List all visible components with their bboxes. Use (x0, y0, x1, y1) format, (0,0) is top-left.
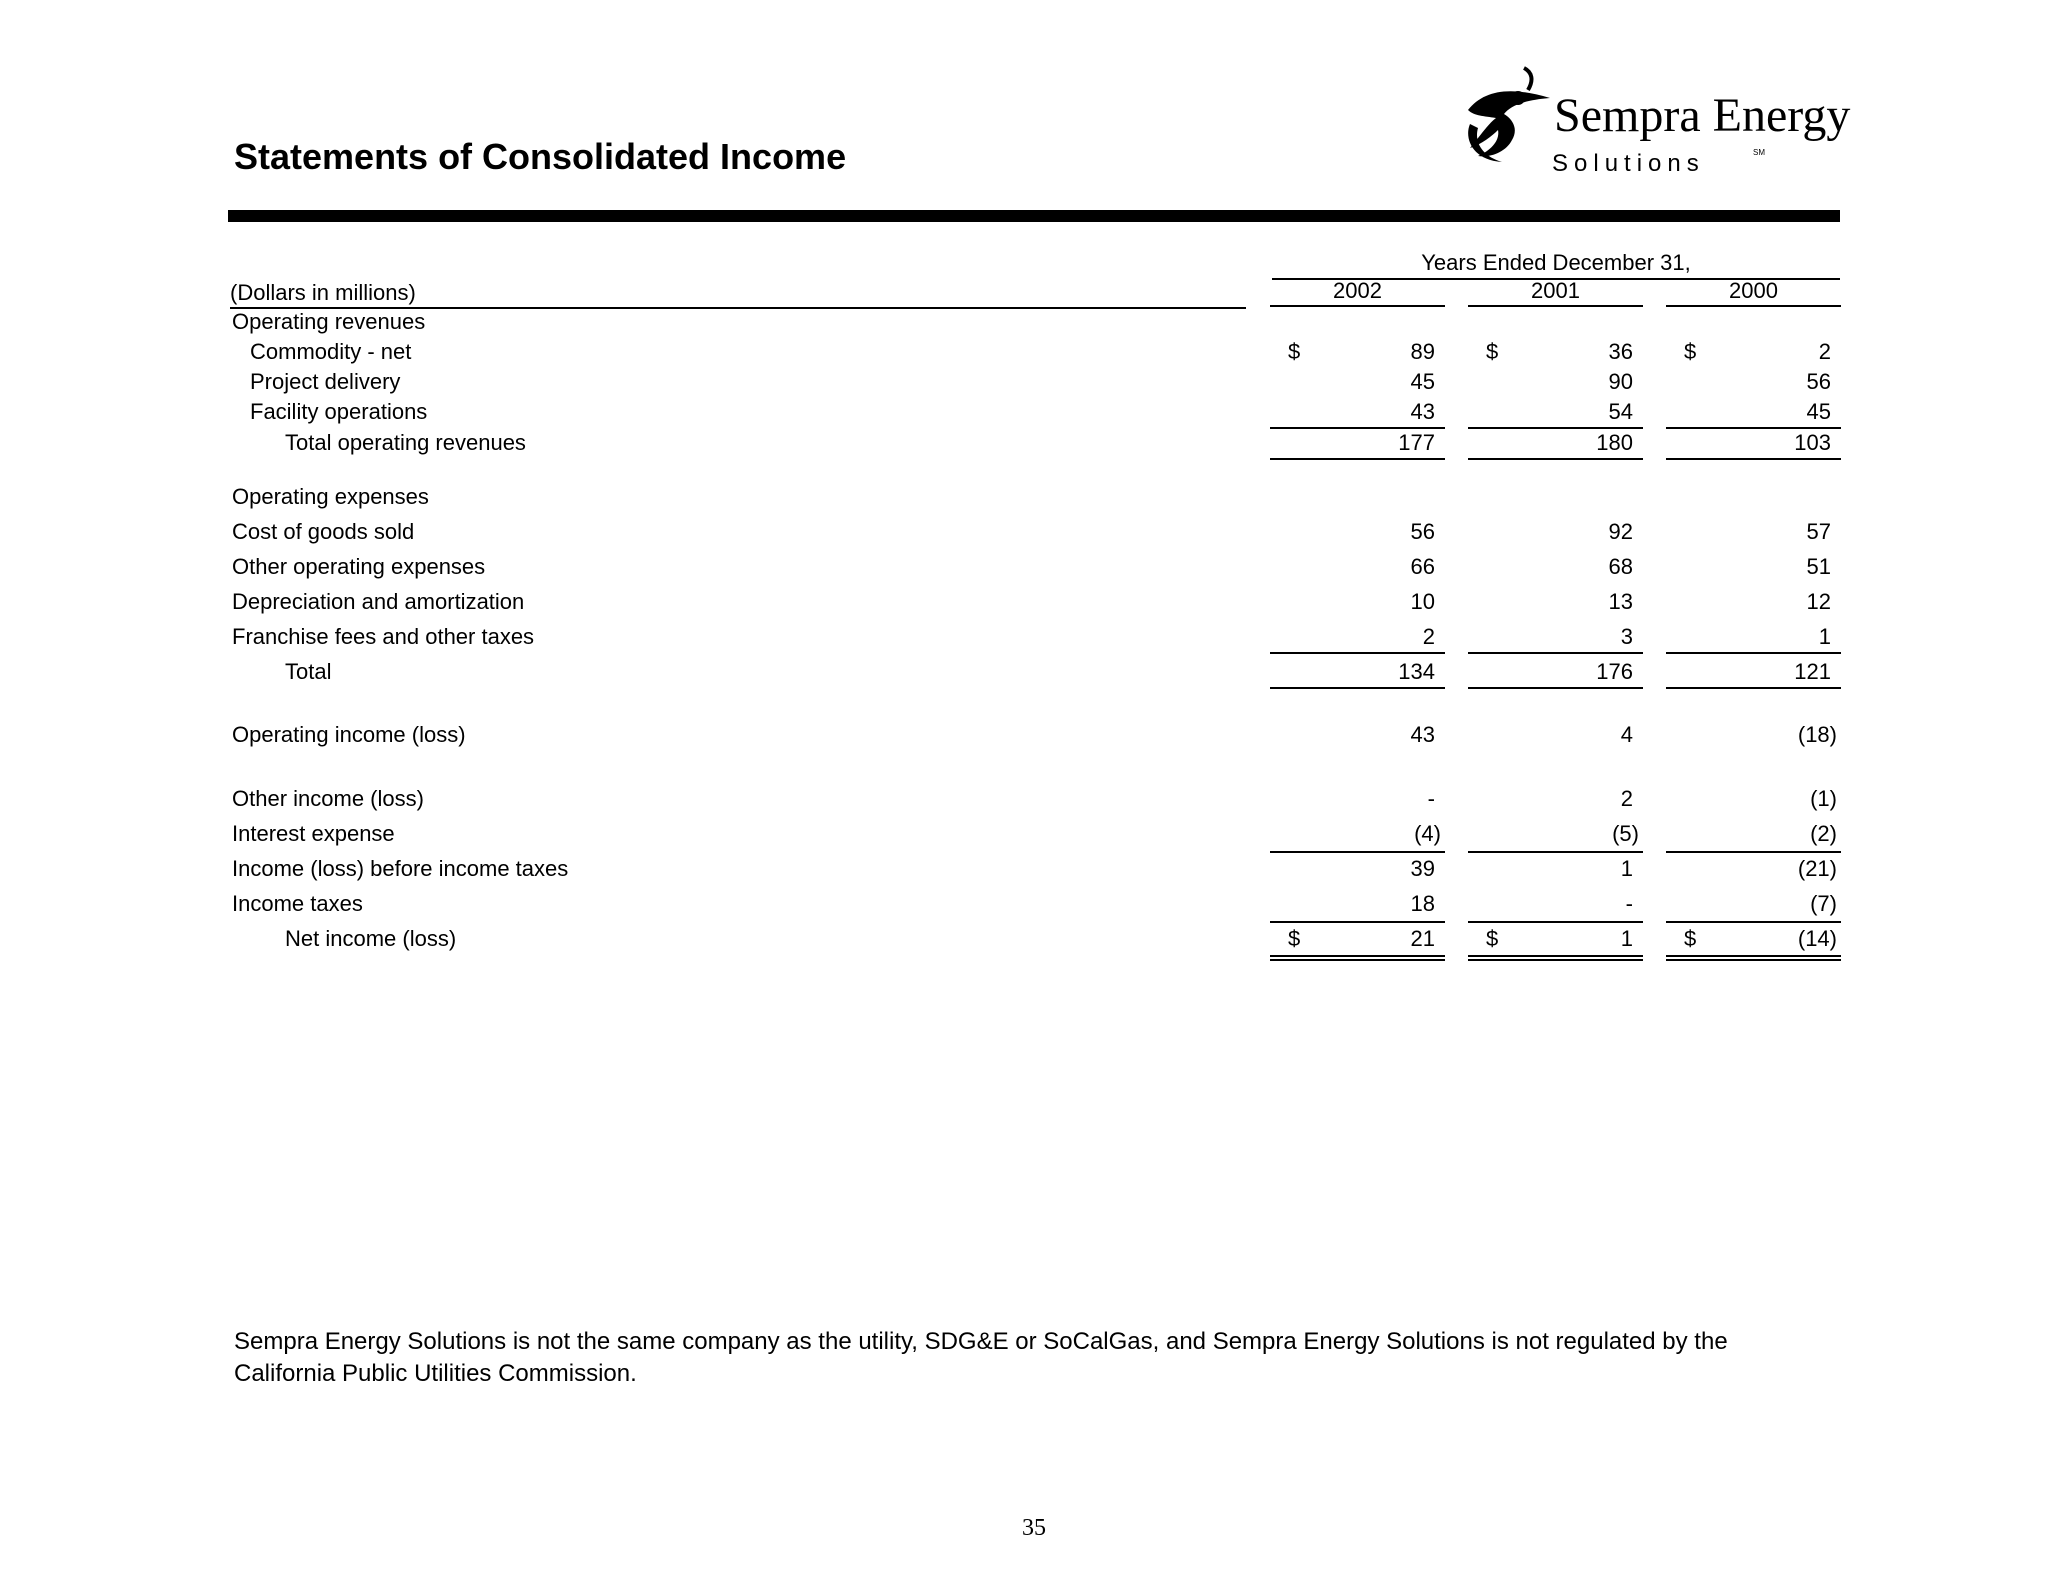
cell-value: (14) (1797, 926, 1837, 951)
cell-value: 10 (1410, 589, 1435, 614)
cell-value: (18) (1797, 722, 1837, 747)
row-label: Cost of goods sold (232, 519, 415, 544)
cell-value: (7) (1810, 891, 1837, 916)
header-rule (228, 210, 1840, 222)
table-row (0, 399, 2048, 429)
row-label: Facility operations (250, 399, 428, 424)
currency-symbol: $ (1288, 926, 1301, 951)
row-label: Interest expense (232, 821, 395, 846)
subtotal-rule (1468, 652, 1643, 654)
cell-value: 43 (1410, 722, 1435, 747)
logo-subtitle: Solutions (1552, 150, 1705, 177)
subtotal-rule (1666, 921, 1841, 923)
subtotal-rule (1270, 427, 1445, 429)
table-row (0, 484, 2048, 514)
row-label: Total operating revenues (285, 430, 526, 455)
row-label: Other operating expenses (232, 554, 486, 579)
table-row (0, 554, 2048, 584)
row-label: Commodity - net (250, 339, 412, 364)
table-row (0, 821, 2048, 851)
subtotal-rule (1468, 921, 1643, 923)
cell-value: 1 (1818, 624, 1831, 649)
table-row (0, 722, 2048, 752)
table-row (0, 659, 2048, 689)
total-rule (1468, 458, 1643, 460)
row-label: Operating revenues (232, 309, 426, 334)
cell-value: 2 (1620, 786, 1633, 811)
cell-value: 54 (1608, 399, 1633, 424)
cell-value: 176 (1596, 659, 1633, 684)
cell-value: 66 (1410, 554, 1435, 579)
cell-value: (2) (1810, 821, 1837, 846)
table-row (0, 339, 2048, 369)
row-label: Operating expenses (232, 484, 429, 509)
table-row (0, 309, 2048, 339)
cell-value: 121 (1794, 659, 1831, 684)
page-title: Statements of Consolidated Income (234, 136, 847, 177)
cell-value: 2 (1818, 339, 1831, 364)
year-header: 2001 (1468, 278, 1643, 307)
cell-value: 4 (1620, 722, 1633, 747)
cell-value: (4) (1414, 821, 1441, 846)
double-total-rule (1468, 955, 1643, 961)
cell-value: 2 (1422, 624, 1435, 649)
cell-value: 13 (1608, 589, 1633, 614)
row-label: Operating income (loss) (232, 722, 466, 747)
logo-wordmark: Sempra Energy (1554, 89, 1851, 142)
subtotal-rule (1666, 851, 1841, 853)
logo-service-mark: SM (1753, 148, 1765, 157)
cell-value: 45 (1806, 399, 1831, 424)
cell-value: 18 (1410, 891, 1435, 916)
row-label: Franchise fees and other taxes (232, 624, 535, 649)
subtotal-rule (1468, 851, 1643, 853)
cell-value: 92 (1608, 519, 1633, 544)
subtotal-rule (1666, 427, 1841, 429)
page-number: 35 (1022, 1515, 1046, 1541)
cell-value: 134 (1398, 659, 1435, 684)
table-row (0, 369, 2048, 399)
cell-value: 51 (1806, 554, 1831, 579)
cell-value: (21) (1797, 856, 1837, 881)
double-total-rule (1270, 955, 1445, 961)
subtotal-rule (1468, 427, 1643, 429)
table-row (0, 624, 2048, 654)
cell-value: - (1427, 786, 1435, 811)
cell-value: 180 (1596, 430, 1633, 455)
year-header: 2000 (1666, 278, 1841, 307)
currency-symbol: $ (1684, 926, 1697, 951)
year-header: 2002 (1270, 278, 1445, 307)
subtotal-rule (1270, 851, 1445, 853)
disclaimer-footnote: Sempra Energy Solutions is not the same company as the utility, SDG&E or SoCalGas, and Sempra Energy Solutions is not regulated by the California Public Utilities Commission. (234, 1328, 1728, 1387)
currency-symbol: $ (1684, 339, 1697, 364)
company-logo (1462, 60, 1851, 190)
table-row (0, 430, 2048, 460)
cell-value: 45 (1410, 369, 1435, 394)
total-rule (1468, 687, 1643, 689)
cell-value: 89 (1410, 339, 1435, 364)
currency-symbol: $ (1288, 339, 1301, 364)
total-rule (1270, 687, 1445, 689)
row-label: Income (loss) before income taxes (232, 856, 569, 881)
cell-value: 56 (1410, 519, 1435, 544)
units-label: (Dollars in millions) (230, 280, 1246, 309)
cell-value: 3 (1620, 624, 1633, 649)
table-row (0, 786, 2048, 816)
cell-value: (5) (1612, 821, 1639, 846)
row-label: Total (285, 659, 332, 684)
subtotal-rule (1666, 652, 1841, 654)
cell-value: (1) (1810, 786, 1837, 811)
cell-value: 43 (1410, 399, 1435, 424)
row-label: Other income (loss) (232, 786, 424, 811)
table-row (0, 589, 2048, 619)
cell-value: 1 (1620, 926, 1633, 951)
row-label: Net income (loss) (285, 926, 457, 951)
currency-symbol: $ (1486, 926, 1499, 951)
table-row (0, 519, 2048, 549)
row-label: Project delivery (250, 369, 401, 394)
double-total-rule (1666, 955, 1841, 961)
period-heading: Years Ended December 31, (1272, 250, 1840, 280)
cell-value: 36 (1608, 339, 1633, 364)
row-label: Income taxes (232, 891, 363, 916)
cell-value: - (1625, 891, 1633, 916)
cell-value: 103 (1794, 430, 1831, 455)
cell-value: 90 (1608, 369, 1633, 394)
table-row (0, 856, 2048, 886)
total-rule (1666, 687, 1841, 689)
total-rule (1270, 458, 1445, 460)
row-label: Depreciation and amortization (232, 589, 525, 614)
subtotal-rule (1270, 921, 1445, 923)
cell-value: 68 (1608, 554, 1633, 579)
cell-value: 21 (1410, 926, 1435, 951)
cell-value: 57 (1806, 519, 1831, 544)
cell-value: 177 (1398, 430, 1435, 455)
table-row (0, 926, 2048, 956)
cell-value: 1 (1620, 856, 1633, 881)
table-row (0, 891, 2048, 921)
cell-value: 56 (1806, 369, 1831, 394)
total-rule (1666, 458, 1841, 460)
subtotal-rule (1270, 652, 1445, 654)
cell-value: 12 (1806, 589, 1831, 614)
sempra-figure-logo-icon (1462, 64, 1554, 164)
cell-value: 39 (1410, 856, 1435, 881)
currency-symbol: $ (1486, 339, 1499, 364)
